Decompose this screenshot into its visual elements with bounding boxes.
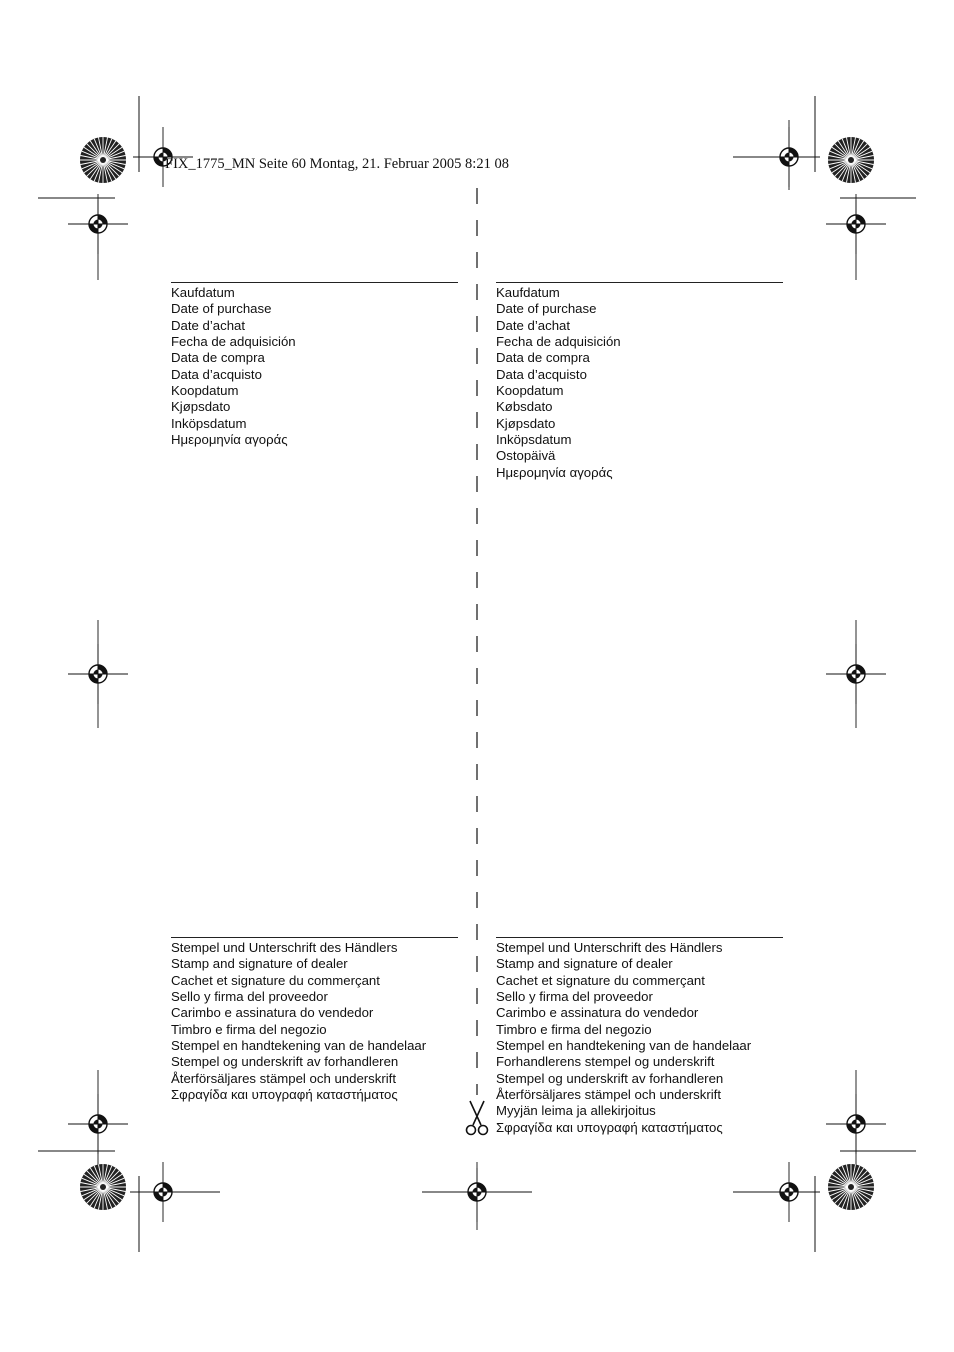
starburst-target-icon — [80, 1164, 126, 1210]
label-line: Date of purchase — [171, 301, 272, 317]
label-line: Fecha de adquisición — [171, 334, 296, 350]
label-line: Stempel und Unterschrift des Händlers — [496, 940, 723, 955]
purchase-date-labels — [496, 285, 783, 481]
label-line: Date of purchase — [496, 301, 597, 317]
label-line: Sello y firma del proveedor — [171, 989, 328, 1005]
write-line — [496, 282, 783, 283]
label-line: Date d’achat — [171, 317, 246, 333]
label-line: Timbro e firma del negozio — [496, 1021, 652, 1037]
label-line: Kaufdatum — [496, 285, 560, 300]
purchase-date-field-left — [171, 282, 458, 448]
purchase-date-field-right — [496, 282, 783, 481]
label-line: Stamp and signature of dealer — [171, 956, 348, 972]
label-line: Stempel og underskrift av forhandleren — [171, 1054, 399, 1070]
purchase-date-labels — [171, 285, 458, 448]
label-line: Stempel og underskrift av forhandleren — [496, 1070, 724, 1086]
write-line — [496, 937, 783, 938]
label-line: Ημερομηνία αγοράς — [171, 432, 288, 448]
label-line: Cachet et signature du commerçant — [171, 972, 380, 988]
dealer-stamp-field-left — [171, 937, 458, 1103]
label-line: Fecha de adquisición — [496, 334, 621, 350]
label-line: Ημερομηνία αγοράς — [496, 464, 613, 480]
label-line: Ostopäivä — [496, 448, 556, 464]
label-line: Kaufdatum — [171, 285, 235, 300]
label-line: Data d’acquisto — [496, 366, 587, 382]
label-line: Date d’achat — [496, 317, 571, 333]
label-line: Carimbo e assinatura do vendedor — [171, 1005, 374, 1021]
label-line: Stempel en handtekening van de handelaar — [496, 1038, 752, 1054]
label-line: Data d’acquisto — [171, 366, 262, 382]
label-line: Kjøpsdato — [171, 399, 231, 415]
label-line: Återförsäljares stämpel och underskrift — [171, 1070, 397, 1086]
label-line: Koopdatum — [171, 383, 239, 399]
label-line: Kjøpsdato — [496, 415, 556, 431]
label-line: Stempel und Unterschrift des Händlers — [171, 940, 398, 955]
label-line: Koopdatum — [496, 383, 564, 399]
starburst-target-icon — [828, 137, 874, 183]
label-line: Återförsäljares stämpel och underskrift — [496, 1087, 722, 1103]
label-line: Forhandlerens stempel og underskrift — [496, 1054, 715, 1070]
print-slug-header: FIX_1775_MN Seite 60 Montag, 21. Februar 2005 8:21 08 — [165, 156, 509, 172]
dealer-stamp-field-right — [496, 937, 783, 1136]
label-line: Inköpsdatum — [496, 432, 572, 448]
label-line: Timbro e firma del negozio — [171, 1021, 327, 1037]
label-line: Carimbo e assinatura do vendedor — [496, 1005, 699, 1021]
label-line: Købsdato — [496, 399, 553, 415]
label-line: Cachet et signature du commerçant — [496, 972, 705, 988]
write-line — [171, 282, 458, 283]
label-line: Stamp and signature of dealer — [496, 956, 673, 972]
label-line: Data de compra — [171, 350, 265, 366]
dealer-stamp-labels — [496, 940, 783, 1136]
write-line — [171, 937, 458, 938]
label-line: Data de compra — [496, 350, 590, 366]
label-line: Myyjän leima ja allekirjoitus — [496, 1103, 656, 1119]
label-line: Σφραγίδα και υπογραφή καταστήματος — [171, 1087, 398, 1103]
label-line: Stempel en handtekening van de handelaar — [171, 1038, 427, 1054]
label-line: Inköpsdatum — [171, 415, 247, 431]
dealer-stamp-labels — [171, 940, 458, 1103]
scissors-icon — [467, 1101, 488, 1135]
starburst-target-icon — [828, 1164, 874, 1210]
starburst-target-icon — [80, 137, 126, 183]
label-line: Σφραγίδα και υπογραφή καταστήματος — [496, 1119, 723, 1135]
label-line: Sello y firma del proveedor — [496, 989, 653, 1005]
